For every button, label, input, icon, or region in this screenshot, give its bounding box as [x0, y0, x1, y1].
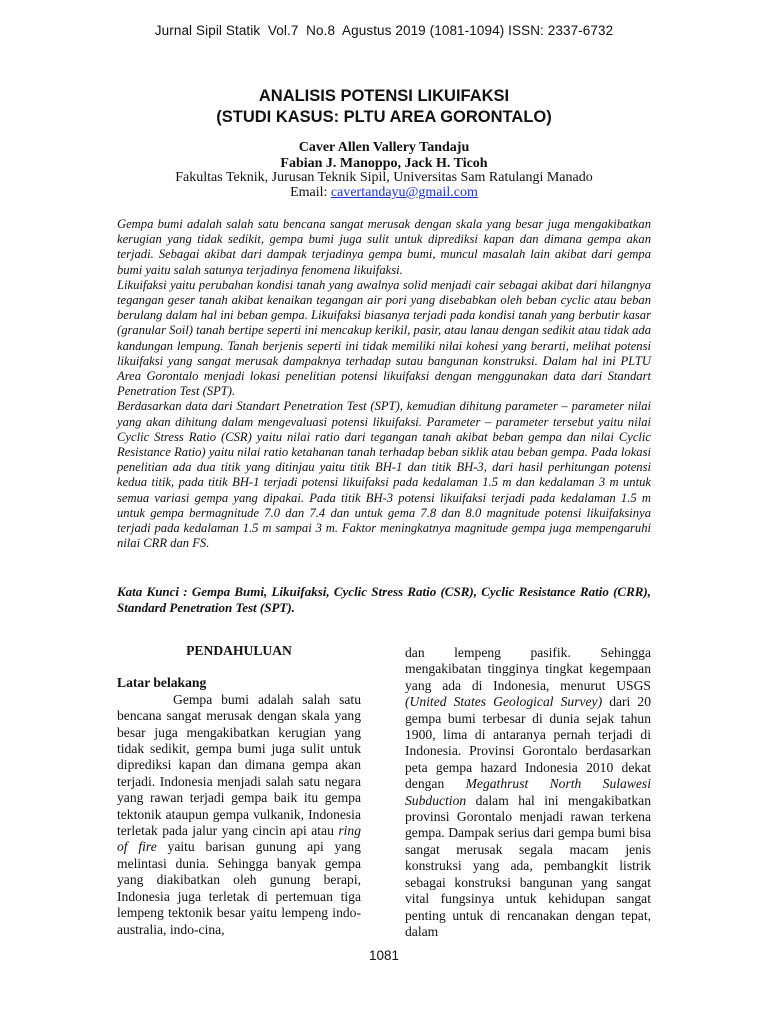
left-column-paragraph [117, 692, 361, 938]
right-text-2: dari 20 gempa bumi terbesar di dunia sejak tahun 1900, lima di antaranya pernah terjadi di Indonesia. Provinsi Gorontalo berdasarkan peta gempa hazard Indonesia 2010 dekat dengan [405, 694, 651, 792]
abstract-paragraph-3: Berdasarkan data dari Standart Penetration Test (SPT), kemudian dihitung parameter – parameter nilai yang akan dihitung dalam mengevaluasi potensi likuifaksi. Parameter – parameter tersebut yaitu nilai Cyclic Stress Ratio (CSR) yaitu nilai ratio dari tegangan tanah akibat beban gempa dan nilai Cyclic Resistance Ratio) yaitu nilai ratio ketahanan tanah terhadap beban siklik atau beban gempa. Pada lokasi penelitian ada dua titik yang ditinjau yaitu titik BH-1 dan titik BH-3, dari hasil perhitungan potensi kedua titik, pada titik BH-1 terjadi potensi likuifaksi pada kedalaman 1.5 m dan kedalaman 3 m untuk semua variasi gempa yang dipakai. Pada titik BH-3 potensi likuifaksi terjadi pada kedalaman 1.5 m untuk gempa bermagnitude 7.0 dan 7.4 dan untuk gema 7.8 dan 8.0 magnitude potensi likuifaksinya terjadi pada kedalaman 1.5 m sampai 3 m. Faktor meningkatnya magnitude gempa juga mempengaruhi nilai CRR dan FS. [117, 399, 651, 551]
page-number: 1081 [368, 948, 400, 963]
journal-header: Jurnal Sipil Statik Vol.7 No.8 Agustus 2019 (1081-1094) ISSN: 2337-6732 [154, 23, 614, 38]
email-link[interactable]: cavertandayu@gmail.com [330, 185, 478, 200]
email-line [0, 185, 768, 200]
paper-title [0, 86, 768, 128]
abstract-paragraph-2: Likuifaksi yaitu perubahan kondisi tanah yang awalnya solid menjadi cair sebagai akibat dari hilangnya tegangan geser tanah akibat kenaikan tegangan air pori yang disebabkan oleh beban cyclic atau beban berulang dalam hal ini beban gempa. Likuifaksi biasanya terjadi pada kondisi tanah yang berbutir kasar (granular Soil) tanah bertipe seperti ini mencakup kerikil, pasir, atau lanau dengan sedikit atau tidak ada kandungan lempung. Tanah berjenis seperti ini tidak memiliki nilai kohesi yang berarti, melihat potensi likuifaksi yang sangat merusak dampaknya terhadap sutau bangunan konstruksi. Dalam hal ini PLTU Area Gorontalo menjadi lokasi penelitian potensi likuifaksi dengan menggunakan data dari Standart Penetration Test (SPT). [117, 277, 651, 399]
section-heading: PENDAHULUAN [186, 643, 292, 658]
abstract [117, 217, 651, 551]
right-italic-2: Megathrust North Sulawesi Subduction [405, 776, 651, 808]
left-italic-1: ring of fire [117, 823, 361, 855]
sub-heading: Latar belakang [117, 675, 207, 691]
author-line-1: Caver Allen Vallery Tandaju [298, 140, 470, 155]
left-text-1: Gempa bumi adalah salah satu bencana sangat merusak dengan skala yang besar juga mengakibatkan kerugian yang tidak sedikit, gempa bumi juga sulit untuk diprediksi kapan dan dimana gempa akan terjadi. Indonesia menjadi salah satu negara yang rawan terjadi gempa baik itu gempa tektonik ataupun gempa vulkanik, Indonesia terletak pada jalur yang cincin api atau [117, 691, 361, 839]
affiliation-block [0, 170, 768, 200]
right-column [405, 645, 651, 940]
email-label: Email: [290, 185, 331, 200]
title-line-2: (STUDI KASUS: PLTU AREA GORONTALO) [216, 108, 552, 126]
left-text-2: yaitu barisan gunung api yang melintasi dunia. Sehingga banyak gempa yang diakibatkan oleh gunung berapi, Indonesia juga terletak di pertemuan tiga lempeng tektonik besar yaitu lempeng indo-australia, indo-cina, [117, 839, 361, 937]
title-line-1: ANALISIS POTENSI LIKUIFAKSI [258, 87, 510, 105]
right-italic-1: (United States Geological Survey) [405, 694, 603, 710]
author-line-2: Fabian J. Manoppo, Jack H. Ticoh [280, 156, 488, 171]
left-column [117, 643, 361, 938]
keywords: Kata Kunci : Gempa Bumi, Likuifaksi, Cyclic Stress Ratio (CSR), Cyclic Resistance Ratio (CRR), Standard Penetration Test (SPT). [117, 584, 651, 615]
author-list [0, 140, 768, 172]
right-text-3: dalam hal ini mengakibatkan provinsi Gorontalo menjadi rawan terkena gempa. Dampak serius dari gempa bumi bisa sangat merusak segala macam jenis konstruksi yang ada, pembangkit listrik sebagai konstruksi bangunan yang sangat vital fungsinya untuk kehidupan sangat penting untuk di rencanakan dengan tepat, dalam [405, 792, 651, 939]
abstract-paragraph-1: Gempa bumi adalah salah satu bencana sangat merusak dengan skala yang besar juga mengakibatkan kerugian yang tidak sedikit, gempa bumi juga sulit untuk diprediksi kapan dan dimana gempa akan terjadi. Sebagai akibat dari dampak terjadinya gempa bumi, muncul masalah lain akibat dari gempa bumi yaitu salah satunya terjadinya fenomena likuifaksi. [117, 217, 651, 277]
right-column-paragraph [405, 645, 651, 940]
affiliation: Fakultas Teknik, Jurusan Teknik Sipil, Universitas Sam Ratulangi Manado [175, 170, 593, 185]
right-text-1: dan lempeng pasifik. Sehingga mengakibatan tingginya tingkat kegempaan yang ada di Indonesia, menurut USGS [405, 645, 651, 693]
